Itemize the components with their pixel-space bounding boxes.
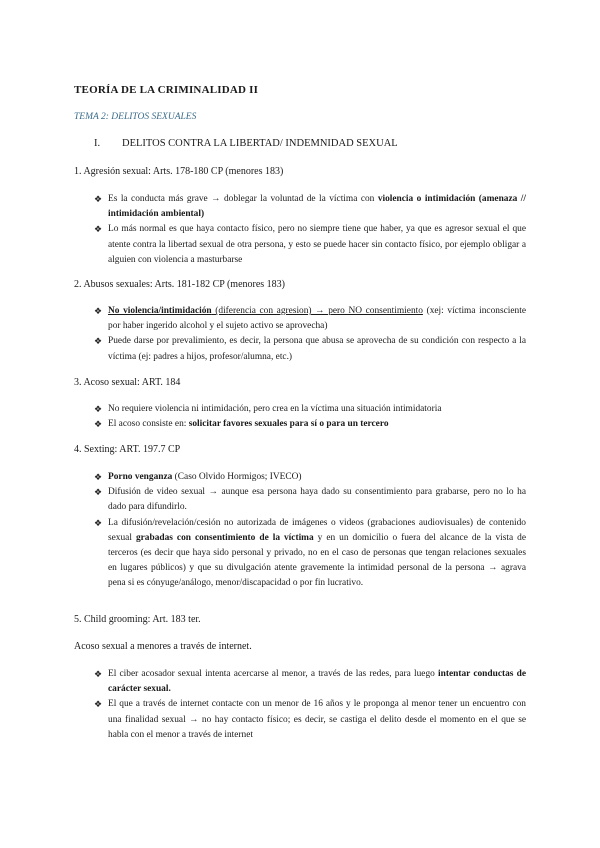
section-4-heading: 4. Sexting: ART. 197.7 CP	[74, 444, 181, 455]
diamond-bullet-icon: ❖	[94, 224, 103, 235]
list-item: ❖ Puede darse por prevalimiento, es decir, la persona que abusa se aprovecha de su condición con respecto a la víctima (ej: padres a hijos, profesor/alumna, etc.)	[94, 336, 526, 362]
list-item: ❖ El acoso consiste en: solicitar favores sexuales para sí o para un tercero	[94, 417, 526, 432]
section-4-bullets	[94, 470, 526, 592]
list-item: ❖ El que a través de internet contacte con un menor de 16 años y le proponga al menor tener un encuentro con una finalidad sexual → no hay contacto físico; es decir, se castiga el delito desde el momento en el que se habla con el menor a través de internet	[94, 699, 526, 740]
section-1-bullets	[94, 192, 526, 268]
diamond-bullet-icon: ❖	[94, 669, 103, 679]
roman-heading-label: DELITOS CONTRA LA LIBERTAD/ INDEMNIDAD SEXUAL	[122, 138, 398, 149]
list-item: ❖ Porno venganza (Caso Olvido Hormigos; IVECO)	[94, 470, 526, 485]
diamond-bullet-icon: ❖	[94, 487, 103, 498]
section-2-bullets	[94, 304, 526, 365]
list-item: ❖ La difusión/revelación/cesión no autorizada de imágenes o videos (grabaciones audiovisuales) de contenido sexual grabadas con consentimiento de la víctima y en un domicilio o fuera del alcance de la vista de terceros (es decir que haya sido personal y privado, no en el caso de personas que tengan relaciones sexuales en lugares públicos) y que su divulgación atente gravemente la intimidad personal de la persona → agrava pena si es cónyuge/análogo, menor/discapacidad o por fin lucrativo.	[94, 517, 526, 589]
document-title: TEORÍA DE LA CRIMINALIDAD II	[74, 84, 259, 96]
diamond-bullet-icon: ❖	[94, 699, 103, 710]
list-item: ❖ Difusión de video sexual → aunque esa persona haya dado su consentimiento para grabarse, pero no lo ha dado para difundirlo.	[94, 487, 526, 513]
list-item: ❖ El ciber acosador sexual intenta acercarse al menor, a través de las redes, para luego intentar conductas de carácter sexual.	[94, 669, 526, 695]
section-1-heading: 1. Agresión sexual: Arts. 178-180 CP (menores 183)	[74, 166, 284, 177]
section-3-heading: 3. Acoso sexual: ART. 184	[74, 377, 181, 388]
list-item: ❖ Lo más normal es que haya contacto físico, pero no siempre tiene que haber, ya que es agresor sexual el que atente contra la libertad sexual de otra persona, y esto se puede hacer sin contacto físico, por ejemplo obligar a alguien con violencia a masturbarse	[94, 224, 526, 265]
list-item: ❖ Es la conducta más grave → doblegar la voluntad de la víctima con violencia o intimidación (amenaza // intimidación ambiental)	[94, 194, 526, 220]
diamond-bullet-icon: ❖	[94, 472, 103, 482]
diamond-bullet-icon: ❖	[94, 419, 103, 430]
diamond-bullet-icon: ❖	[94, 404, 103, 414]
roman-heading	[94, 138, 398, 149]
section-2-heading: 2. Abusos sexuales: Arts. 181-182 CP (menores 183)	[74, 279, 286, 290]
section-3-bullets	[94, 402, 526, 432]
diamond-bullet-icon: ❖	[94, 336, 103, 347]
topic-subtitle: TEMA 2: DELITOS SEXUALES	[74, 112, 197, 122]
list-item: ❖ No requiere violencia ni intimidación, pero crea en la víctima una situación intimidatoria	[94, 402, 526, 417]
section-5-intro: Acoso sexual a menores a través de internet.	[74, 641, 252, 652]
section-5-heading: 5. Child grooming: Art. 183 ter.	[74, 614, 201, 625]
section-5-bullets	[94, 667, 526, 743]
roman-numeral: I.	[94, 138, 101, 149]
list-item: ❖ No violencia/intimidación (diferencia con agresion) → pero NO consentimiento (xej: víctima inconsciente por haber ingerido alcohol y el sujeto activo se aprovecha)	[94, 306, 526, 332]
diamond-bullet-icon: ❖	[94, 306, 103, 316]
diamond-bullet-icon: ❖	[94, 517, 103, 528]
diamond-bullet-icon: ❖	[94, 194, 103, 204]
